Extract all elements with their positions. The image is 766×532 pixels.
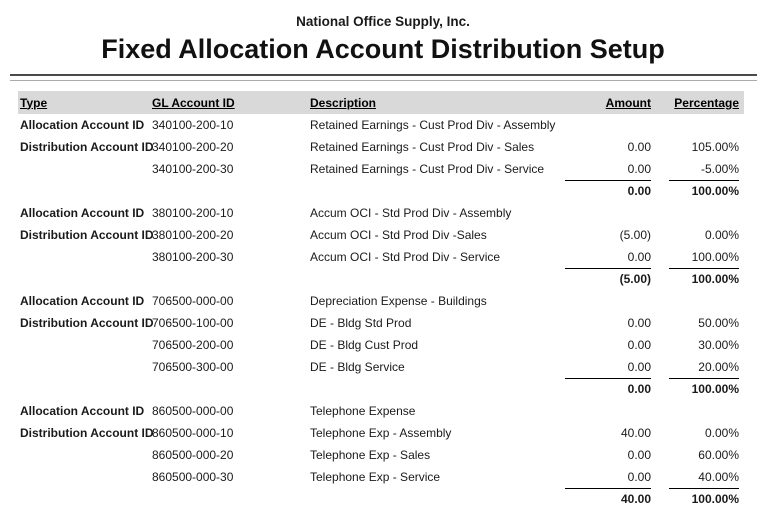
account-description: Accum OCI - Std Prod Div - Assembly (310, 206, 512, 220)
percentage-value: 40.00% (669, 466, 739, 489)
distribution-row (18, 136, 744, 158)
distribution-row (18, 224, 744, 246)
distribution-row (18, 312, 744, 334)
allocation-distribution-table (18, 91, 744, 510)
account-description: Telephone Expense (310, 404, 416, 418)
type-label-allocation: Allocation Account ID (20, 404, 145, 418)
section-total-row (18, 378, 744, 400)
account-description: Depreciation Expense - Buildings (310, 294, 487, 308)
gl-account-id: 380100-200-20 (152, 228, 234, 242)
percentage-value: 50.00% (698, 316, 739, 330)
gl-account-id: 860500-000-00 (152, 404, 234, 418)
amount-value: 0.00 (565, 356, 651, 379)
table-header-row (18, 91, 744, 114)
distribution-row (18, 444, 744, 466)
percentage-value: 20.00% (669, 356, 739, 379)
column-header-percentage: Percentage (674, 95, 739, 110)
amount-value: 0.00 (565, 246, 651, 269)
percentage-value: 60.00% (698, 448, 739, 462)
allocation-row (18, 114, 744, 136)
account-description: DE - Bldg Cust Prod (310, 338, 419, 352)
company-name: National Office Supply, Inc. (296, 14, 470, 29)
percentage-value: -5.00% (669, 158, 739, 181)
amount-value: 40.00 (620, 426, 651, 440)
gl-account-id: 340100-200-10 (152, 118, 234, 132)
distribution-row (18, 334, 744, 356)
account-description: Telephone Exp - Sales (310, 448, 431, 462)
account-description: Accum OCI - Std Prod Div -Sales (310, 228, 487, 242)
total-amount: 40.00 (620, 492, 651, 506)
type-label-distribution: Distribution Account ID (20, 228, 154, 242)
table-body (18, 114, 744, 510)
amount-value: 0.00 (627, 338, 651, 352)
account-description: Telephone Exp - Service (310, 470, 441, 484)
account-description: DE - Bldg Std Prod (310, 316, 412, 330)
distribution-row (18, 356, 744, 378)
gl-account-id: 860500-000-10 (152, 426, 234, 440)
column-header-description: Description (310, 95, 377, 110)
gl-account-id: 340100-200-20 (152, 140, 234, 154)
total-amount: 0.00 (627, 184, 651, 198)
amount-value: (5.00) (619, 228, 651, 242)
column-header-type: Type (20, 95, 48, 110)
type-label-distribution: Distribution Account ID (20, 426, 154, 440)
percentage-value: 105.00% (691, 140, 739, 154)
percentage-value: 0.00% (704, 228, 739, 242)
account-description: Telephone Exp - Assembly (310, 426, 452, 440)
account-description: Retained Earnings - Cust Prod Div - Assembly (310, 118, 556, 132)
account-description: Retained Earnings - Cust Prod Div - Sales (310, 140, 535, 154)
amount-value: 0.00 (627, 316, 651, 330)
type-label-distribution: Distribution Account ID (20, 316, 154, 330)
section-total-row (18, 488, 744, 510)
page-title: Fixed Allocation Account Distribution Setup (101, 34, 665, 64)
type-label-distribution: Distribution Account ID (20, 140, 154, 154)
allocation-row (18, 290, 744, 312)
distribution-row (18, 466, 744, 488)
distribution-row (18, 422, 744, 444)
gl-account-id: 706500-100-00 (152, 316, 234, 330)
section-total-row (18, 268, 744, 290)
percentage-value: 30.00% (698, 338, 739, 352)
allocation-row (18, 400, 744, 422)
allocation-row (18, 202, 744, 224)
total-percentage: 100.00% (691, 492, 739, 506)
total-amount: 0.00 (627, 382, 651, 396)
title-divider (10, 74, 757, 81)
type-label-allocation: Allocation Account ID (20, 206, 145, 220)
total-percentage: 100.00% (691, 184, 739, 198)
amount-value: 0.00 (565, 466, 651, 489)
amount-value: 0.00 (627, 448, 651, 462)
column-header-gl-account-id: GL Account ID (152, 95, 235, 110)
column-header-amount: Amount (605, 95, 651, 110)
percentage-value: 100.00% (669, 246, 739, 269)
account-description: DE - Bldg Service (310, 360, 405, 374)
distribution-row (18, 246, 744, 268)
gl-account-id: 860500-000-30 (152, 470, 234, 484)
total-percentage: 100.00% (691, 272, 739, 286)
type-label-allocation: Allocation Account ID (20, 294, 145, 308)
amount-value: 0.00 (565, 158, 651, 181)
percentage-value: 0.00% (704, 426, 739, 440)
gl-account-id: 340100-200-30 (152, 162, 234, 176)
total-percentage: 100.00% (691, 382, 739, 396)
gl-account-id: 860500-000-20 (152, 448, 234, 462)
section-total-row (18, 180, 744, 202)
type-label-allocation: Allocation Account ID (20, 118, 145, 132)
gl-account-id: 706500-200-00 (152, 338, 234, 352)
account-description: Retained Earnings - Cust Prod Div - Service (310, 162, 545, 176)
gl-account-id: 380100-200-10 (152, 206, 234, 220)
gl-account-id: 380100-200-30 (152, 250, 234, 264)
account-description: Accum OCI - Std Prod Div - Service (310, 250, 501, 264)
amount-value: 0.00 (627, 140, 651, 154)
gl-account-id: 706500-000-00 (152, 294, 234, 308)
distribution-row (18, 158, 744, 180)
gl-account-id: 706500-300-00 (152, 360, 234, 374)
total-amount: (5.00) (619, 272, 651, 286)
